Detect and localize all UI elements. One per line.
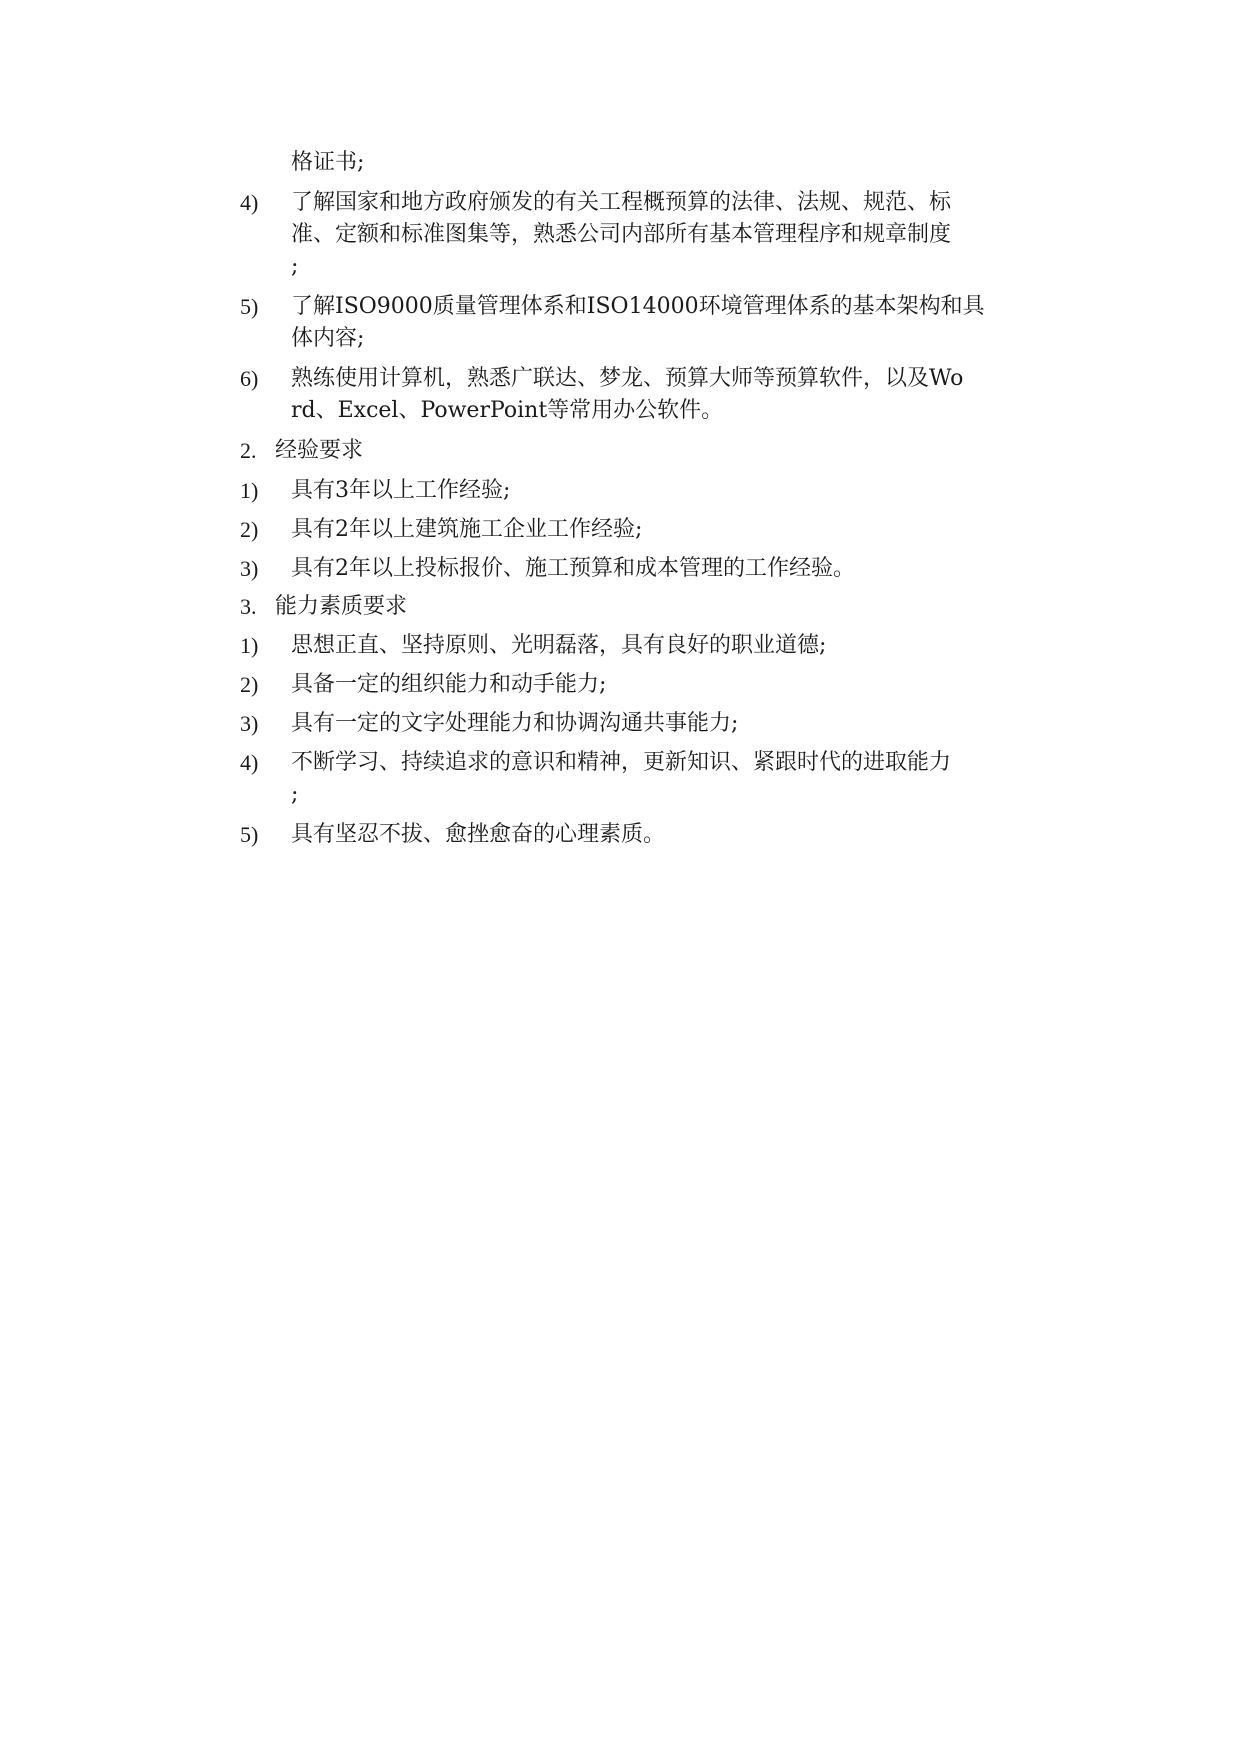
list-item xyxy=(0,188,1241,218)
section-number: 3. xyxy=(240,594,257,619)
section-title: 经验要求 xyxy=(275,438,364,463)
section-heading xyxy=(0,436,1241,466)
item-number: 2) xyxy=(240,672,259,697)
item-text: 了解国家和地方政府颁发的有关工程概预算的法律、法规、规范、标 xyxy=(291,190,952,215)
item-text: 具有2年以上投标报价、施工预算和成本管理的工作经验。 xyxy=(291,556,855,581)
list-item xyxy=(0,820,1241,850)
item-text: 熟练使用计算机，熟悉广联达、梦龙、预算大师等预算软件，以及Wo xyxy=(291,366,964,391)
item-number: 3) xyxy=(240,556,259,581)
list-item xyxy=(0,515,1241,545)
item-text: 了解ISO9000质量管理体系和ISO14000环境管理体系的基本架构和具 xyxy=(291,294,985,319)
list-item xyxy=(0,148,1241,178)
item-text: 具备一定的组织能力和动手能力; xyxy=(291,672,607,697)
list-item-continuation xyxy=(0,780,1241,810)
item-text: 准、定额和标准图集等，熟悉公司内部所有基本管理程序和规章制度 xyxy=(291,222,952,247)
list-item xyxy=(0,554,1241,584)
item-number: 3) xyxy=(240,711,259,736)
item-text: 具有一定的文字处理能力和协调沟通共事能力; xyxy=(291,711,739,736)
item-number: 5) xyxy=(240,822,259,847)
item-number: 6) xyxy=(240,366,259,391)
list-item-continuation xyxy=(0,252,1241,282)
list-item-continuation xyxy=(0,324,1241,354)
item-number: 2) xyxy=(240,517,259,542)
section-number: 2. xyxy=(240,438,257,463)
item-text: 思想正直、坚持原则、光明磊落，具有良好的职业道德; xyxy=(291,633,827,658)
list-item xyxy=(0,748,1241,778)
list-item xyxy=(0,476,1241,506)
item-number: 4) xyxy=(240,190,259,215)
item-number: 4) xyxy=(240,750,259,775)
list-item-continuation xyxy=(0,396,1241,426)
list-item xyxy=(0,631,1241,661)
item-number: 5) xyxy=(240,294,259,319)
item-text: 格证书; xyxy=(291,150,365,175)
list-item xyxy=(0,709,1241,739)
item-text: rd、Excel、PowerPoint等常用办公软件。 xyxy=(291,398,724,423)
item-text: ; xyxy=(291,254,299,279)
item-number: 1) xyxy=(240,478,259,503)
list-item xyxy=(0,364,1241,394)
item-text: 具有3年以上工作经验; xyxy=(291,478,511,503)
list-item xyxy=(0,670,1241,700)
item-text: ; xyxy=(291,782,299,807)
item-text: 具有坚忍不拔、愈挫愈奋的心理素质。 xyxy=(291,822,666,847)
section-heading xyxy=(0,592,1241,622)
item-number: 1) xyxy=(240,633,259,658)
list-item xyxy=(0,292,1241,322)
item-text: 不断学习、持续追求的意识和精神，更新知识、紧跟时代的进取能力 xyxy=(291,750,952,775)
section-title: 能力素质要求 xyxy=(275,594,408,619)
list-item-continuation xyxy=(0,220,1241,250)
item-text: 体内容; xyxy=(291,326,365,351)
item-text: 具有2年以上建筑施工企业工作经验; xyxy=(291,517,643,542)
